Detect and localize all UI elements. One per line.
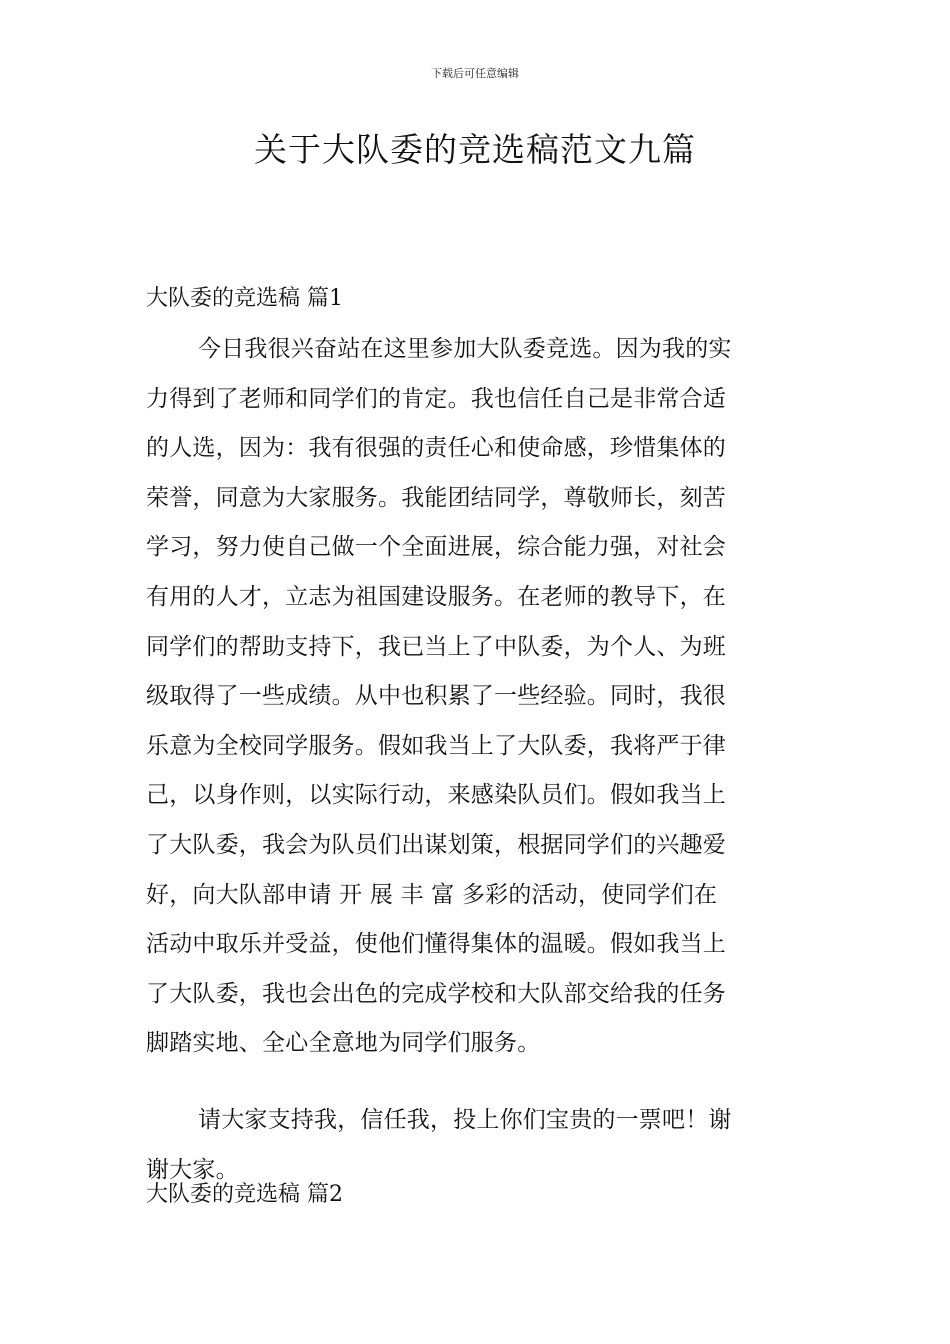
section-heading-2: 大队委的竞选稿 篇2	[146, 1182, 343, 1207]
paragraph-line: 的人选，因为：我有很强的责任心和使命感，珍惜集体的	[146, 435, 726, 462]
paragraph-line: 有用的人才，立志为祖国建设服务。在老师的教导下，在	[146, 583, 726, 610]
paragraph-line: 级取得了一些成绩。从中也积累了一些经验。同时，我很	[146, 683, 726, 710]
paragraph-line: 好，向大队部申请 开 展 丰 富 多彩的活动，使同学们在	[146, 881, 718, 908]
paragraph-line: 荣誉，同意为大家服务。我能团结同学，尊敬师长，刻苦	[146, 484, 726, 511]
section-heading-1: 大队委的竞选稿 篇1	[146, 286, 343, 311]
paragraph-line: 学习，努力使自己做一个全面进展，综合能力强，对社会	[146, 534, 726, 561]
paragraph-line: 己，以身作则，以实际行动，来感染队员们。假如我当上	[146, 782, 726, 809]
paragraph-line: 力得到了老师和同学们的肯定。我也信任自己是非常合适	[146, 385, 726, 412]
paragraph-line: 同学们的帮助支持下，我已当上了中队委，为个人、为班	[146, 633, 726, 660]
header-note: 下载后可任意编辑	[431, 67, 519, 80]
section-1-paragraph-1	[146, 325, 806, 1069]
paragraph-line: 乐意为全校同学服务。假如我当上了大队委，我将严于律	[146, 732, 726, 759]
document-title: 关于大队委的竞选稿范文九篇	[254, 130, 696, 169]
paragraph-line: 了大队委，我会为队员们出谋划策，根据同学们的兴趣爱	[146, 831, 726, 858]
paragraph-line: 脚踏实地、全心全意地为同学们服务。	[146, 1030, 541, 1057]
paragraph-line: 活动中取乐并受益，使他们懂得集体的温暖。假如我当上	[146, 931, 726, 958]
paragraph-line: 今日我很兴奋站在这里参加大队委竞选。因为我的实	[198, 336, 732, 362]
paragraph-line: 请大家支持我，信任我，投上你们宝贵的一票吧！谢	[198, 1107, 732, 1133]
paragraph-line: 了大队委，我也会出色的完成学校和大队部交给我的任务	[146, 980, 726, 1007]
paragraph-line: 谢大家。	[146, 1156, 239, 1183]
